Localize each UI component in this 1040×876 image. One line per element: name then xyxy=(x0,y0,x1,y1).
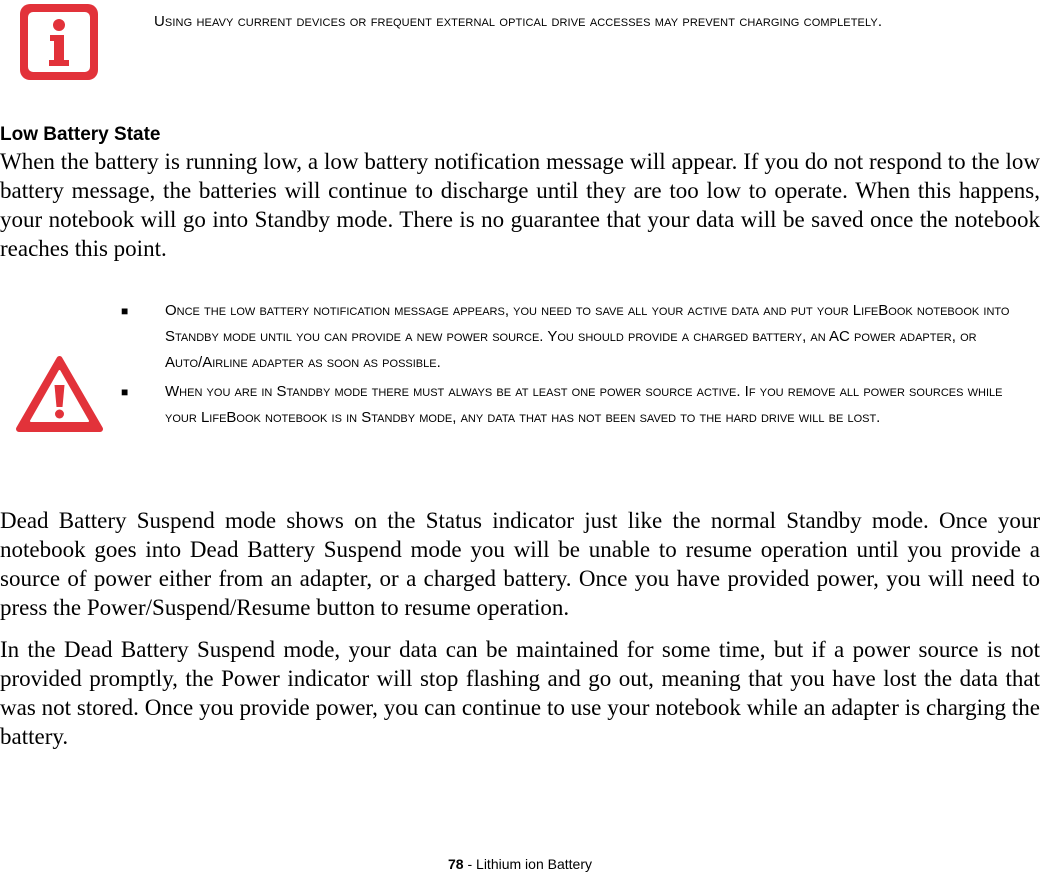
low-battery-paragraph: When the battery is running low, a low battery notification message will appear. If you do not respond to the low battery message, the batteries will continue to discharge until they are too low to operate. When this happens, your notebook will go into Standby mode. There is no guarantee that your data will be saved once the notebook reaches this point. xyxy=(0,149,1040,261)
warning-item xyxy=(121,298,1021,376)
footer-separator: - xyxy=(463,856,477,872)
dead-battery-mode-paragraph: In the Dead Battery Suspend mode, your data can be maintained for some time, but if a power source is not provided promptly, the Power indicator will stop flashing and go out, meaning that you have lost the data that was not stored. Once you provide power, you can continue to use your notebook while an adapter is charging the battery. xyxy=(0,637,1040,749)
info-note: Using heavy current devices or frequent external optical drive accesses may prevent charging completely. xyxy=(154,13,883,30)
section-heading-low-battery: Low Battery State xyxy=(0,124,161,145)
page-number: 78 xyxy=(448,856,464,872)
warning-icon xyxy=(15,355,104,434)
warning-item xyxy=(121,379,1021,431)
warning-item-text: Once the low battery notification message appears, you need to save all your active data and put your LifeBook notebook into Standby mode until you can provide a new power source. You should provide a charged battery, an AC power adapter, or Auto/Airline adapter as soon as possible. xyxy=(165,302,1010,371)
dead-battery-paragraph: Dead Battery Suspend mode shows on the Status indicator just like the normal Standby mode. Once your notebook goes into Dead Battery Suspend mode you will be unable to resume operation until you provide a source of power either from an adapter, or a charged battery. Once you have provided power, you will need to press the Power/Suspend/Resume button to resume operation. xyxy=(0,508,1040,620)
bullet-icon: ■ xyxy=(121,304,129,318)
footer-section: Lithium ion Battery xyxy=(476,856,592,872)
warning-list xyxy=(121,298,1021,431)
info-icon xyxy=(17,1,101,83)
warning-item-text: When you are in Standby mode there must always be at least one power source active. If you remove all power sources while your LifeBook notebook is in Standby mode, any data that has not been saved to the hard drive will be lost. xyxy=(165,383,1003,426)
page-footer xyxy=(0,856,1040,872)
bullet-icon: ■ xyxy=(121,385,129,399)
